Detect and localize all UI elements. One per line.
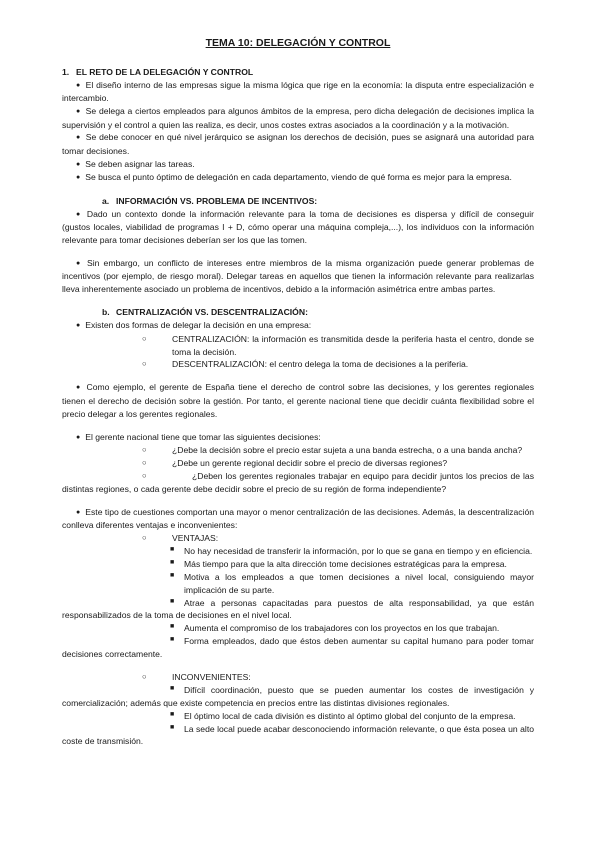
s1-bullet-1-text: El diseño interno de las empresas sigue la misma lógica que rige en la economía: la disputa entre especialización e intercambio. [62,79,534,104]
circle-bullet-icon: ○ [142,533,147,543]
square-bullet-icon: ■ [170,623,175,631]
bullet-icon: ● [76,81,81,89]
inconvenientes-heading [62,671,534,684]
sb-question-3-text: ¿Deben los gerentes regionales trabajar en equipo para decidir juntos los precios de las distintas regiones, o cada gerente debe decidir sobre el precio de su región de forma independiente? [62,470,534,494]
section-1-number: 1. [62,66,70,77]
sb-question-2 [62,457,534,470]
section-b-number: b. [102,307,110,318]
sa-paragraph-2 [62,257,534,296]
sb-question-1 [62,444,534,457]
square-bullet-icon: ■ [170,597,175,605]
square-bullet-icon: ■ [170,723,175,731]
section-b-title: CENTRALIZACIÓN VS. DESCENTRALIZACIÓN: [116,307,308,318]
circle-bullet-icon: ○ [142,671,147,681]
bullet-icon: ● [76,508,81,516]
s1-bullet-3-text: Se debe conocer en qué nivel jerárquico se asignan los derechos de decisión, pues se asignará una autoridad para tomar decisiones. [62,132,534,156]
circle-bullet-icon: ○ [142,445,147,455]
ventaja-4-text: Atrae a personas capacitadas para puestos de alta responsabilidad, ya que están responsabilizados de la toma de decisiones en el nivel local. [62,597,534,621]
sb-questions-intro-text: El gerente nacional tiene que tomar las siguientes decisiones: [85,431,321,442]
page-title: TEMA 10: DELEGACIÓN Y CONTROL [205,37,391,49]
sb-form-1-text: CENTRALIZACIÓN: la información es transmitida desde la periferia hasta el centro, donde se toma la decisión. [172,333,534,357]
ventaja-1 [62,545,534,558]
sb-question-3 [62,470,534,496]
ventajas-label: VENTAJAS: [172,533,219,544]
section-1-heading [62,66,534,79]
ventaja-5-text: Aumenta el compromiso de los trabajadores con los proyectos en los que trabajan. [184,623,500,634]
sb-intro-text: Existen dos formas de delegar la decisión en una empresa: [85,320,312,331]
square-bullet-icon: ■ [170,571,175,579]
bullet-icon: ● [76,259,82,267]
square-bullet-icon: ■ [170,710,175,718]
sa-paragraph-2-text: Sin embargo, un conflicto de intereses entre miembros de la misma organización puede generar problemas de incentivos (por ejemplo, de riesgo moral). Delegar tareas en aquellos que tienen la información relevante para realizarlas lleva inherentemente asociado un problema de incentivos, debido a la información asimétrica entre ambas partes. [62,257,534,295]
section-a-number: a. [102,195,110,206]
section-b-heading [62,306,534,319]
ventajas-heading [62,532,534,545]
square-bullet-icon: ■ [170,545,175,553]
bullet-icon: ● [76,134,81,142]
section-1-title: EL RETO DE LA DELEGACIÓN Y CONTROL [76,66,254,77]
inconveniente-2 [62,710,534,723]
s1-bullet-2 [62,105,534,131]
sb-form-2-text: DESCENTRALIZACIÓN: el centro delega la toma de decisiones a la periferia. [172,359,469,370]
ventaja-3-text: Motiva a los empleados a que tomen decisiones a nivel local, consiguiendo mayor implicación de su parte. [184,571,534,595]
square-bullet-icon: ■ [170,636,175,644]
ventaja-6-text: Forma empleados, dado que éstos deben aumentar su capital humano para poder tomar decisiones correctamente. [62,636,534,660]
inconveniente-3 [62,723,534,749]
sb-tradeoff-text: Este tipo de cuestiones comportan una mayor o menor centralización de las decisiones. Además, la descentralización conlleva diferentes ventajas e inconvenientes: [62,506,535,531]
bullet-icon: ● [76,210,82,218]
bullet-icon: ● [76,322,81,330]
inconveniente-1 [62,684,534,710]
sb-example [62,381,534,420]
sa-paragraph-1 [62,208,534,247]
s1-bullet-3 [62,131,534,157]
sb-example-text: Como ejemplo, el gerente de España tiene el derecho de control sobre las decisiones, y los gerentes regionales tienen el derecho de decisión sobre la gestión. Por tanto, el gerente nacional tiene que decidir cuánta flexibilidad sobre el precio delegar a los gerentes regionales. [62,382,535,419]
sa-paragraph-1-text: Dado un contexto donde la información relevante para la toma de decisiones es dispersa y difícil de conseguir (gustos locales, viabilidad de programas I + D, cómo operar una máquina compleja,...), los individuos con la información relevante para tomar decisiones deberían ser los que las tomen. [62,208,534,246]
ventaja-3 [62,571,534,597]
square-bullet-icon: ■ [170,684,175,692]
ventaja-4 [62,597,534,623]
s1-bullet-5 [62,171,534,185]
sb-tradeoff [62,506,534,532]
section-a-heading [62,195,534,208]
section-a-title: INFORMACIÓN VS. PROBLEMA DE INCENTIVOS: [116,195,318,206]
s1-bullet-2-text: Se delega a ciertos empleados para algunos ámbitos de la empresa, pero dicha delegación de decisiones implica la supervisión y el control a quien las realiza, es decir, unos costes extras asociados a la coordinación y a la motivación. [62,106,534,130]
inconveniente-2-text: El óptimo local de cada división es distinto al óptimo global del conjunto de la empresa. [184,710,516,721]
ventaja-2 [62,558,534,571]
circle-bullet-icon: ○ [142,458,147,467]
s1-bullet-4 [62,158,534,172]
inconveniente-3-text: La sede local puede acabar desconociendo información relevante, o que ésta posea un alto coste de transmisión. [62,723,534,747]
sb-form-1 [62,333,534,359]
bullet-icon: ● [76,160,81,168]
bullet-icon: ● [76,384,82,392]
circle-bullet-icon: ○ [142,333,147,343]
ventaja-2-text: Más tiempo para que la alta dirección tome decisiones estratégicas para la empresa. [184,558,507,569]
bullet-icon: ● [76,433,81,441]
s1-bullet-4-text: Se deben asignar las tareas. [85,158,195,169]
inconvenientes-label: INCONVENIENTES: [172,671,251,682]
bullet-icon: ● [76,174,81,182]
sb-form-2 [62,358,534,371]
circle-bullet-icon: ○ [142,359,147,369]
sb-question-1-text: ¿Debe la decisión sobre el precio estar sujeta a una banda estrecha, o a una banda ancha? [172,445,523,456]
sb-questions-intro [62,431,534,445]
sb-intro [62,319,534,333]
inconveniente-1-text: Difícil coordinación, puesto que se pueden aumentar los costes de investigación y comercialización; además que existe competencia en precios entre las distintas divisiones regionales. [62,684,534,708]
bullet-icon: ● [76,108,81,116]
square-bullet-icon: ■ [170,558,175,566]
ventaja-5 [62,622,534,635]
circle-bullet-icon: ○ [142,470,147,480]
ventaja-6 [62,635,534,661]
ventaja-1-text: No hay necesidad de transferir la información, por lo que se gana en tiempo y en eficiencia. [184,545,533,556]
sb-question-2-text: ¿Debe un gerente regional decidir sobre el precio de diversas regiones? [172,458,448,468]
s1-bullet-1 [62,79,534,105]
s1-bullet-5-text: Se busca el punto óptimo de delegación en cada departamento, viendo de qué forma es mejor para la empresa. [85,172,512,183]
